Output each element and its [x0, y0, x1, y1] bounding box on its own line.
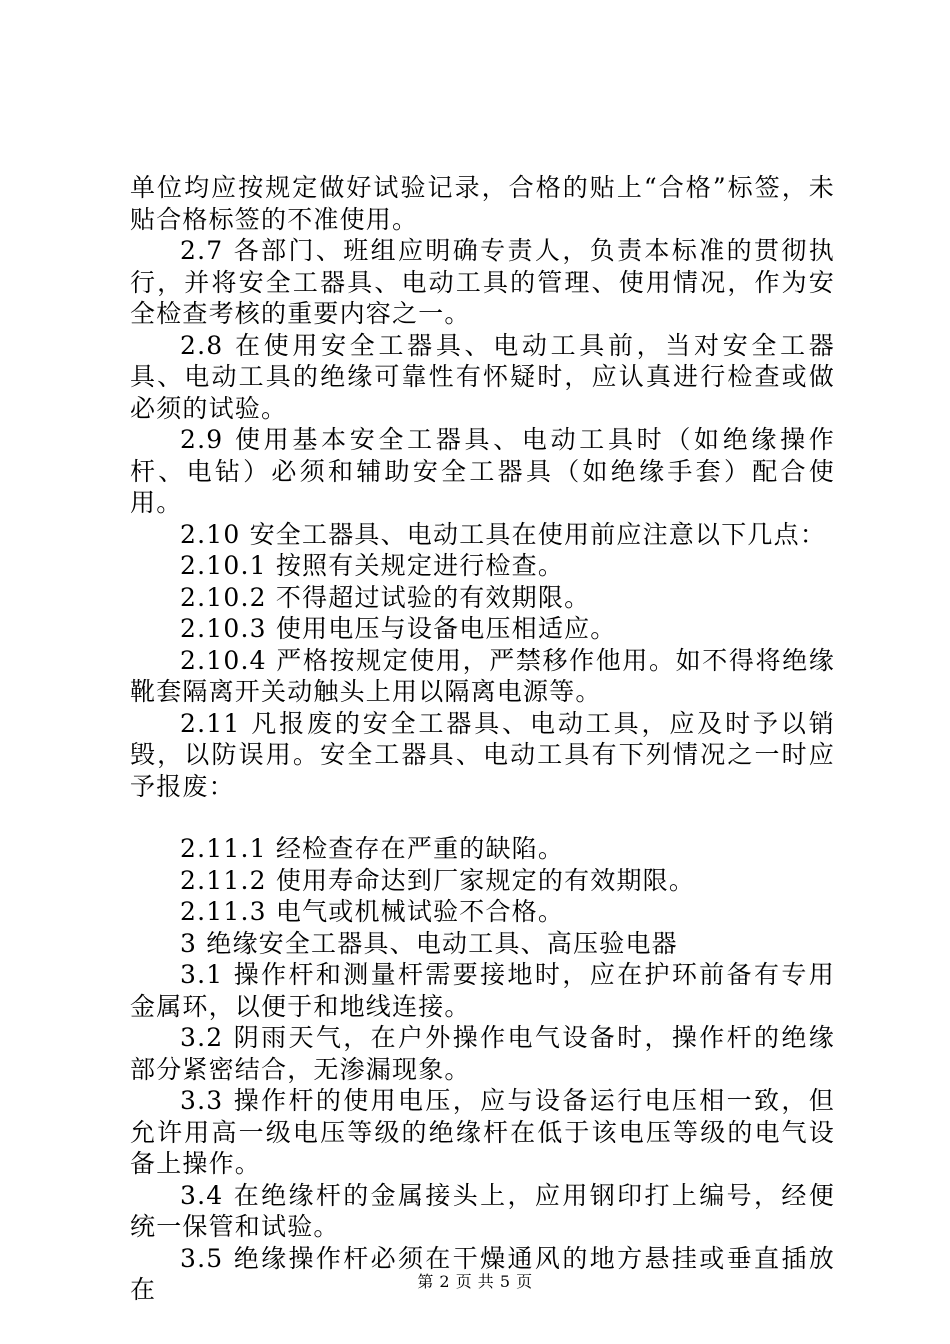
paragraph-2-10-1: 2.10.1 按照有关规定进行检查。 [180, 551, 565, 580]
paragraph-3-4: 3.4 在绝缘杆的金属接头上，应用钢印打上编号，经便统一保管和试验。 [130, 1180, 835, 1241]
paragraph-test-records: 单位均应按规定做好试验记录，合格的贴上“合格”标签，未贴合格标签的不准使用。 [130, 173, 835, 234]
page-number: 第 2 页 共 5 页 [417, 1272, 533, 1291]
paragraph-2-11-2: 2.11.2 使用寿命达到厂家规定的有效期限。 [180, 865, 696, 895]
paragraph-3-5: 3.5 绝缘操作杆必须在干燥通风的地方悬挂或垂直插放在 [130, 1243, 835, 1304]
paragraph-3-1: 3.1 操作杆和测量杆需要接地时，应在护环前备有专用金属环，以便于和地线连接。 [130, 960, 835, 1021]
paragraph-2-7: 2.7 各部门、班组应明确专责人，负责本标准的贯彻执行，并将安全工器具、电动工具的管理、使用情况，作为安全检查考核的重要内容之一。 [130, 236, 835, 328]
paragraph-2-10-3: 2.10.3 使用电压与设备电压相适应。 [180, 614, 617, 643]
paragraph-2-10-4: 2.10.4 严格按规定使用，严禁移作他用。如不得将绝缘靴套隔离开关动触头上用以隔离电源等。 [130, 645, 835, 706]
document-body [130, 172, 835, 1306]
paragraph-2-11-3: 2.11.3 电气或机械试验不合格。 [180, 897, 565, 926]
page-footer [0, 1272, 950, 1292]
paragraph-2-10: 2.10 安全工器具、电动工具在使用前应注意以下几点： [180, 519, 827, 549]
paragraph-2-10-2: 2.10.2 不得超过试验的有效期限。 [180, 582, 591, 612]
paragraph-3-3: 3.3 操作杆的使用电压，应与设备运行电压相一致，但允许用高一级电压等级的绝缘杆在低于该电压等级的电气设备上操作。 [130, 1086, 835, 1178]
paragraph-2-11: 2.11 凡报废的安全工器具、电动工具，应及时予以销毁，以防误用。安全工器具、电动工具有下列情况之一时应予报废： [130, 708, 835, 801]
paragraph-2-11-1: 2.11.1 经检查存在严重的缺陷。 [180, 834, 565, 863]
paragraph-3-2: 3.2 阴雨天气，在户外操作电气设备时，操作杆的绝缘部分紧密结合，无渗漏现象。 [130, 1023, 835, 1084]
section-heading-3: 3 绝缘安全工器具、电动工具、高压验电器 [180, 928, 678, 958]
paragraph-2-9: 2.9 使用基本安全工器具、电动工具时（如绝缘操作杆、电钻）必须和辅助安全工器具（如绝缘手套）配合使用。 [130, 425, 835, 517]
paragraph-2-8: 2.8 在使用安全工器具、电动工具前，当对安全工器具、电动工具的绝缘可靠性有怀疑时，应认真进行检查或做必须的试验。 [130, 330, 835, 423]
